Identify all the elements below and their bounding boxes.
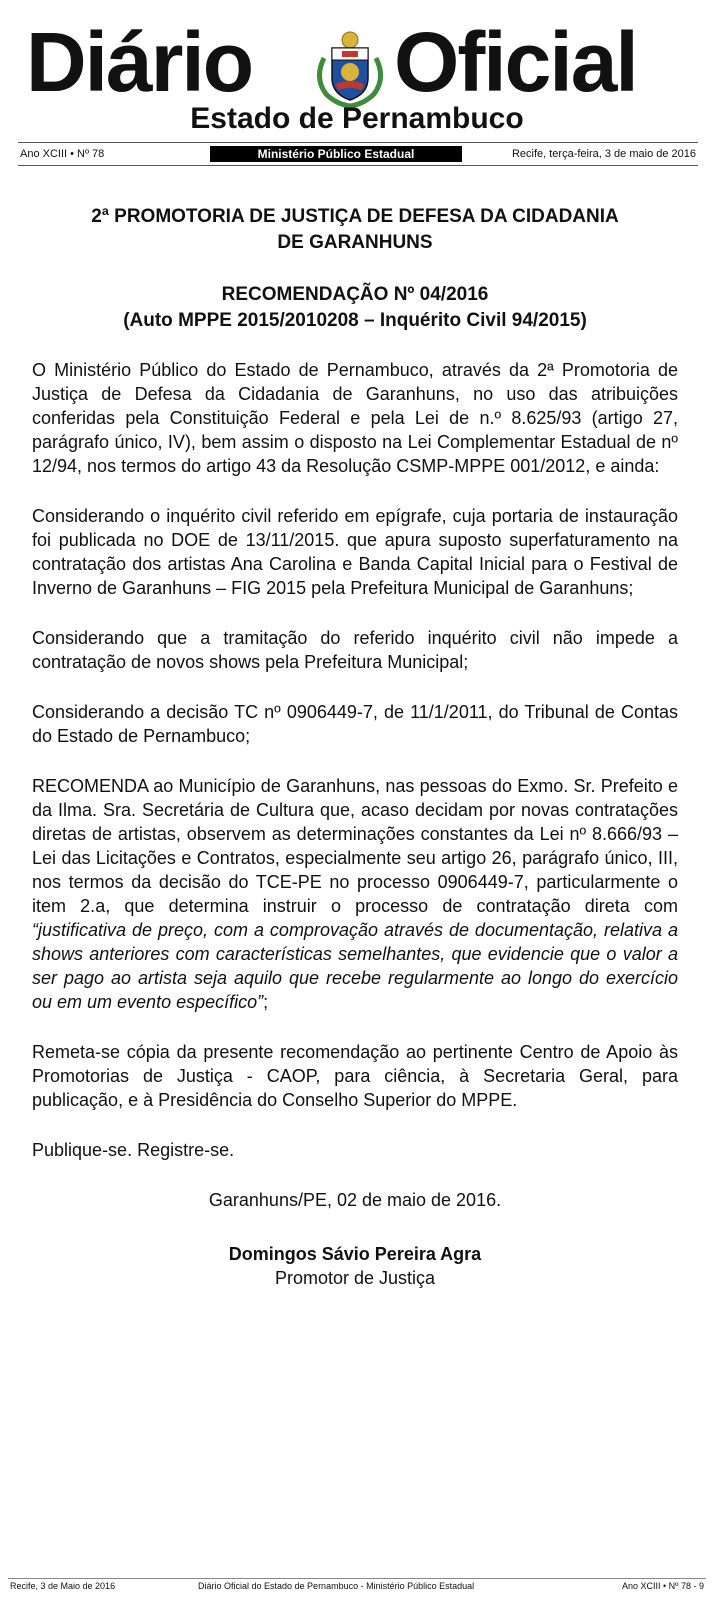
place-date: Garanhuns/PE, 02 de maio de 2016. bbox=[208, 1190, 502, 1210]
recomenda-end: ; bbox=[263, 992, 269, 1012]
recomenda-quote: “justificativa de preço, com a comprovação através de documentação, relativa a shows anteriores com características semelhantes, que evidencie que o valor a ser pago ao artista seja aquilo que recebe regularmente ao longo do exercício ou em um evento específico” bbox=[32, 920, 678, 1012]
recomenda-text: RECOMENDA ao Município de Garanhuns, nas pessoas do Exmo. Sr. Prefeito e da Ilma. Sra. Secretária de Cultura que, acaso decidam por novas contratações diretas de artistas, observem as determinações constantes da Lei nº 8.666/93 – Lei das Licitações e Contratos, especialmente seu artigo 26, parágrafo único, III, nos termos da decisão do TCE-PE no processo 0906449-7, particularmente o item 2.a, que determina instruir o processo de contratação direta com bbox=[32, 776, 678, 916]
masthead bbox=[0, 14, 714, 114]
article bbox=[32, 204, 678, 1290]
paragraph-recomenda bbox=[32, 774, 678, 1014]
office-heading-line-1: 2ª PROMOTORIA DE JUSTIÇA DE DEFESA DA CIDADANIA bbox=[91, 206, 619, 227]
paragraph-publique: Publique-se. Registre-se. bbox=[32, 1140, 235, 1160]
paragraph-considerando-3: Considerando a decisão TC nº 0906449-7, de 11/1/2011, do Tribunal de Contas do Estado de Pernambuco; bbox=[32, 702, 678, 746]
paragraph-remeta: Remeta-se cópia da presente recomendação ao pertinente Centro de Apoio às Promotorias de Justiça - CAOP, para ciência, à Secretaria Geral, para publicação, e à Presidência do Conselho Superior do MPPE. bbox=[32, 1042, 678, 1110]
masthead-title-left: Diário bbox=[26, 15, 253, 109]
page-footer bbox=[8, 1578, 706, 1593]
masthead-subtitle: Estado de Pernambuco bbox=[190, 102, 524, 135]
edition-number: Ano XCIII • Nº 78 bbox=[20, 148, 105, 160]
section-label: Ministério Público Estadual bbox=[210, 146, 462, 162]
masthead-title-right: Oficial bbox=[394, 15, 637, 109]
paragraph-considerando-2: Considerando que a tramitação do referido inquérito civil não impede a contratação de novos shows pela Prefeitura Municipal; bbox=[32, 628, 678, 672]
signature-name: Domingos Sávio Pereira Agra bbox=[228, 1244, 482, 1264]
coat-of-arms-icon bbox=[312, 28, 388, 108]
footer-publication: Diário Oficial do Estado de Pernambuco - Ministério Público Estadual bbox=[198, 1581, 475, 1591]
edition-bar bbox=[18, 142, 698, 166]
paragraph-preamble: O Ministério Público do Estado de Pernambuco, através da 2ª Promotoria de Justiça de Defesa da Cidadania de Garanhuns, no uso das atribuições conferidas pela Constituição Federal e pela Lei de n.º 8.625/93 (artigo 27, parágrafo único, IV), bem assim o disposto na Lei Complementar Estadual de nº 12/94, nos termos do artigo 43 da Resolução CSMP-MPPE 001/2012, e ainda: bbox=[32, 360, 678, 476]
footer-date: Recife, 3 de Maio de 2016 bbox=[10, 1581, 116, 1591]
office-heading-line-2: DE GARANHUNS bbox=[277, 232, 433, 253]
paragraph-considerando-1: Considerando o inquérito civil referido em epígrafe, cuja portaria de instauração foi publicada no DOE de 13/11/2015. que apura suposto superfaturamento na contratação dos artistas Ana Carolina e Banda Capital Inicial para o Festival de Inverno de Garanhuns – FIG 2015 pela Prefeitura Municipal de Garanhuns; bbox=[32, 506, 678, 598]
recommendation-title: RECOMENDAÇÃO Nº 04/2016 bbox=[221, 284, 489, 305]
footer-page-number: Ano XCIII • Nº 78 - 9 bbox=[622, 1581, 704, 1591]
recommendation-subtitle: (Auto MPPE 2015/2010208 – Inquérito Civil 94/2015) bbox=[123, 310, 587, 331]
signature-role: Promotor de Justiça bbox=[274, 1268, 436, 1288]
issue-date: Recife, terça-feira, 3 de maio de 2016 bbox=[511, 148, 696, 160]
